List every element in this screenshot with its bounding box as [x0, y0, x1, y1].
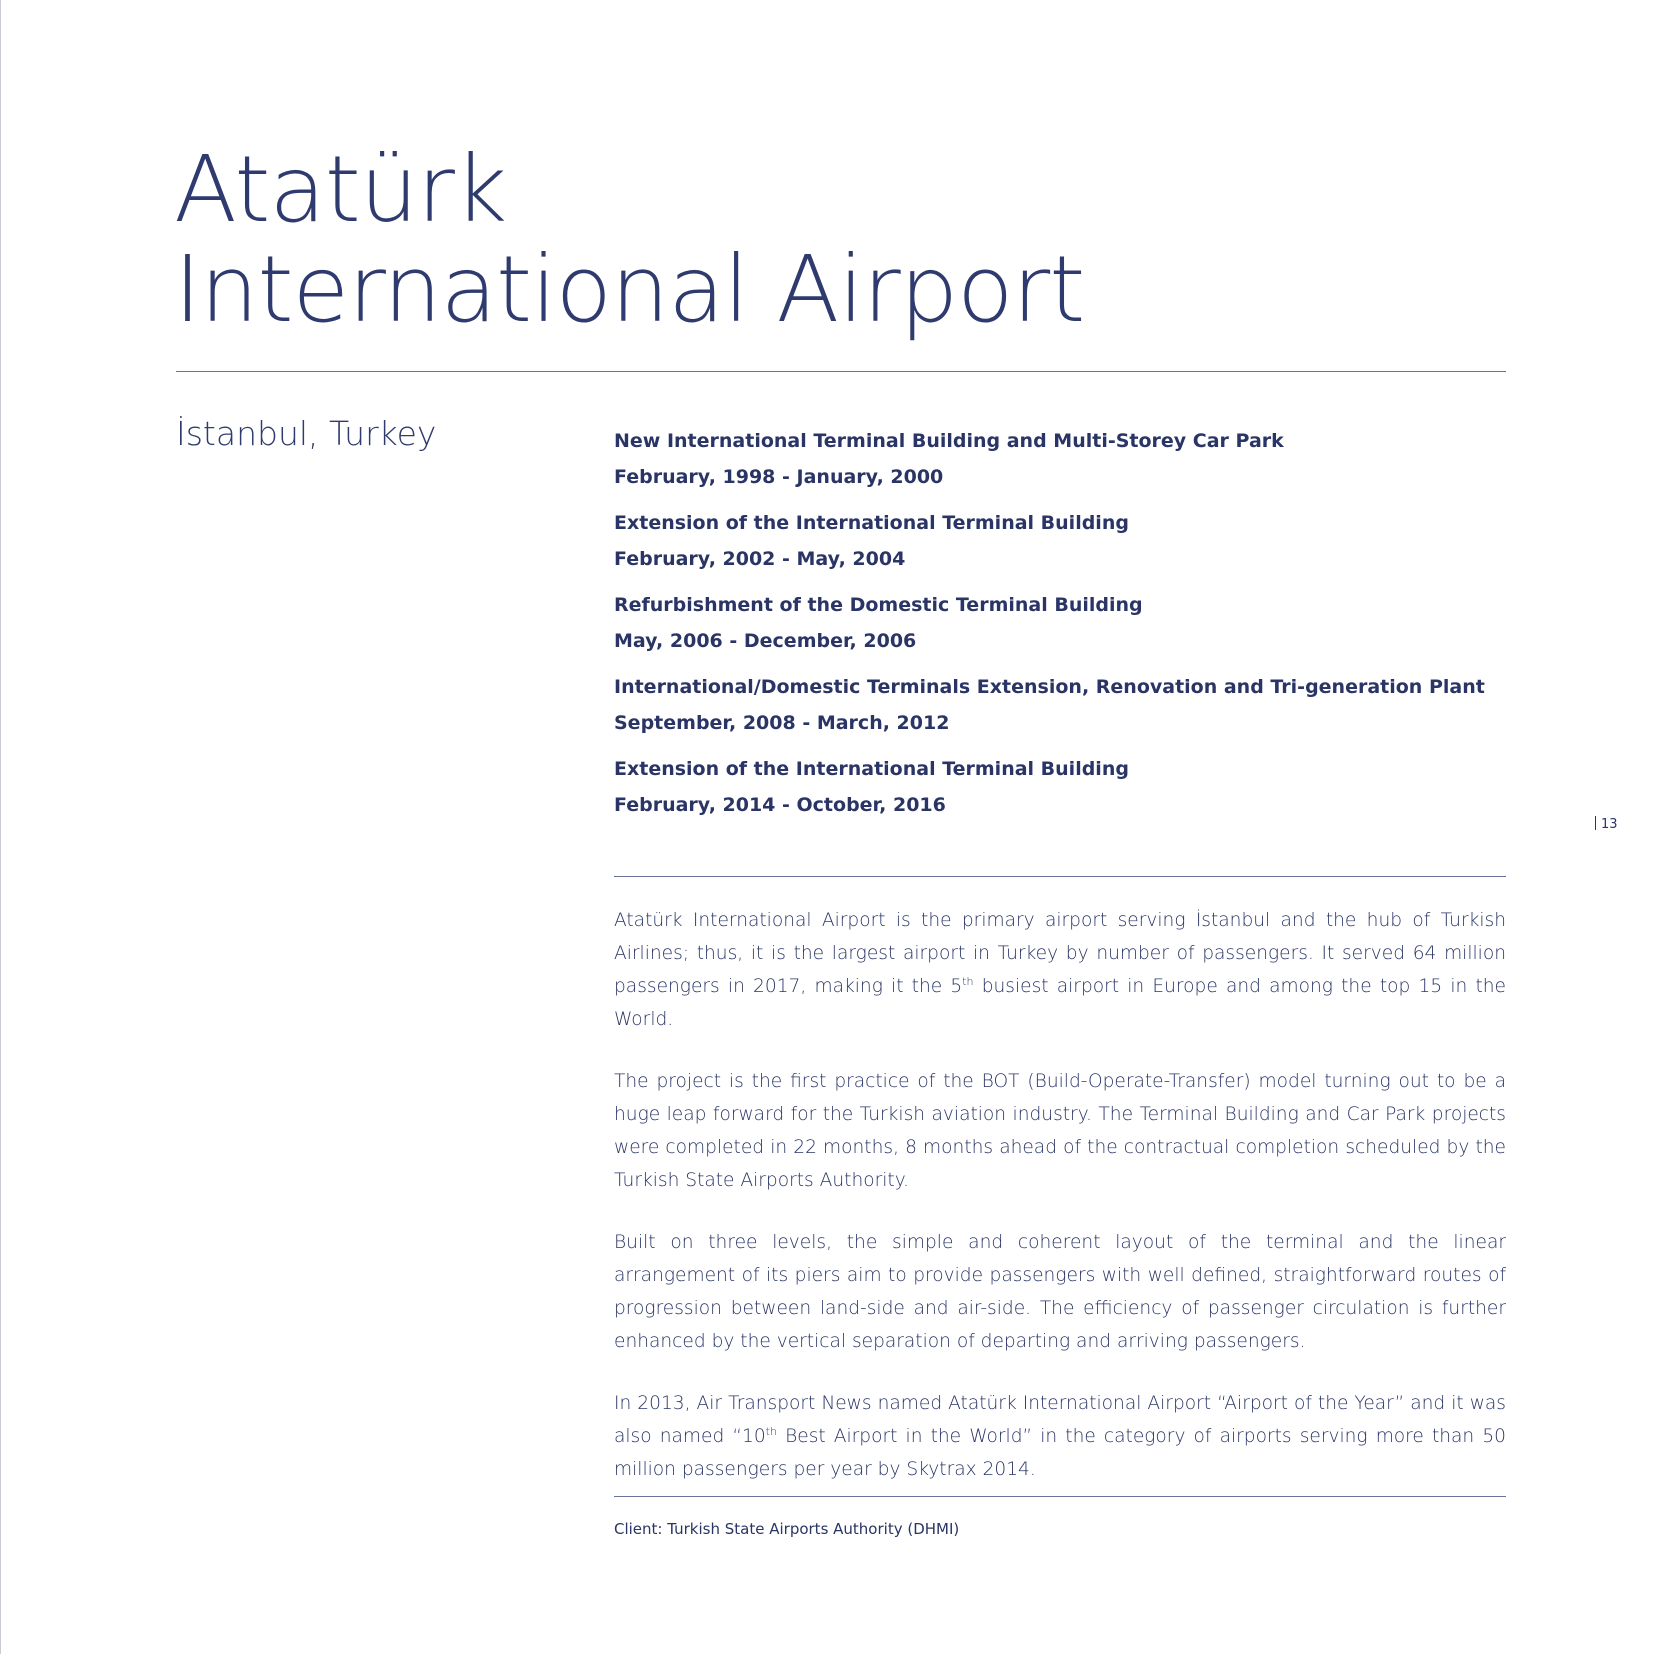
project-dates: February, 2002 - May, 2004	[614, 547, 906, 570]
project-dates: September, 2008 - March, 2012	[614, 711, 950, 734]
project-name: New International Terminal Building and Multi-Storey Car Park	[614, 430, 1284, 452]
paragraph-1-text: Atatürk International Airport is the primary airport serving İstanbul and the hub of Turkish Airlines; thus, it is the largest airport in Turkey by number of passengers. It served 64 million passengers in 2017, making it the 5	[614, 910, 1506, 997]
location-heading: İstanbul, Turkey	[176, 414, 437, 453]
paragraph-4	[614, 1387, 1506, 1486]
title-divider	[176, 371, 1506, 372]
page-number-value: 13	[1601, 817, 1618, 832]
paragraph-2: The project is the first practice of the BOT (Build-Operate-Transfer) model turning out to be a huge leap forward for the Turkish aviation industry. The Terminal Building and Car Park projects were completed in 22 months, 8 months ahead of the contractual completion scheduled by the Turkish State Airports Authority.	[614, 1071, 1506, 1191]
project-item	[614, 588, 1514, 659]
superscript-ordinal: th	[962, 975, 974, 988]
page-title	[174, 136, 1085, 343]
project-name: Refurbishment of the Domestic Terminal Building	[614, 594, 1143, 616]
superscript-ordinal: th	[765, 1425, 777, 1438]
project-name: Extension of the International Terminal Building	[614, 512, 1129, 534]
page-edge	[0, 0, 1, 1654]
project-item	[614, 424, 1514, 495]
footer-divider	[614, 1496, 1506, 1497]
title-line-2: International Airport	[174, 236, 1085, 343]
project-item	[614, 670, 1514, 741]
page-number-bar	[1595, 816, 1596, 830]
paragraph-4-text: In 2013, Air Transport News named Atatürk International Airport “Airport of the Year” and it was also named “10	[614, 1393, 1506, 1447]
section-divider	[614, 876, 1506, 877]
description	[614, 904, 1506, 1515]
project-dates: February, 2014 - October, 2016	[614, 793, 946, 816]
paragraph-4-text-cont: Best Airport in the World” in the category of airports serving more than 50 million passengers per year by Skytrax 2014.	[614, 1426, 1506, 1480]
project-item	[614, 506, 1514, 577]
page-number	[1595, 816, 1618, 832]
project-name: Extension of the International Terminal Building	[614, 758, 1129, 780]
title-line-1: Atatürk	[174, 136, 507, 243]
paragraph-1	[614, 904, 1506, 1036]
paragraph-3: Built on three levels, the simple and coherent layout of the terminal and the linear arrangement of its piers aim to provide passengers with well defined, straightforward routes of progression between land-side and air-side. The efficiency of passenger circulation is further enhanced by the vertical separation of departing and arriving passengers.	[614, 1232, 1506, 1352]
paragraph-1-text-cont: busiest airport in Europe and among the top 15 in the World.	[614, 976, 1506, 1030]
client-note: Client: Turkish State Airports Authority (DHMI)	[614, 1520, 960, 1538]
project-name: International/Domestic Terminals Extension, Renovation and Tri-generation Plant	[614, 676, 1485, 698]
project-item	[614, 752, 1514, 823]
project-dates: May, 2006 - December, 2006	[614, 629, 917, 652]
project-dates: February, 1998 - January, 2000	[614, 465, 944, 488]
project-list	[614, 424, 1514, 834]
